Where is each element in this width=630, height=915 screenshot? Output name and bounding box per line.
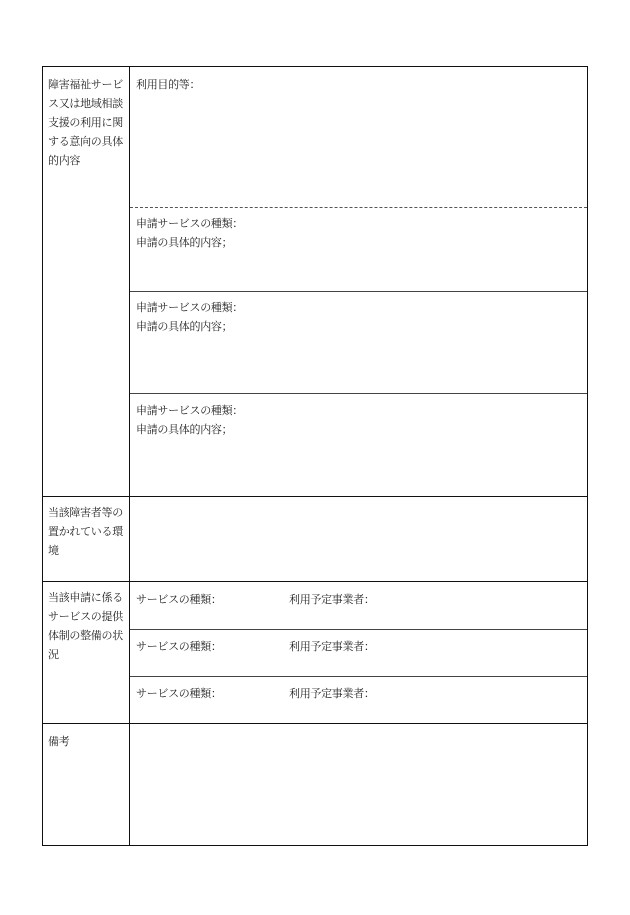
section-divider: [43, 496, 587, 497]
request-3-detail-field[interactable]: 申請の具体的内容；: [136, 423, 233, 436]
environment-field[interactable]: [131, 498, 587, 580]
provision-3-service-field[interactable]: サービスの種類：: [136, 687, 222, 700]
remarks-section-label: 備考: [48, 735, 70, 748]
remarks-field[interactable]: [131, 725, 587, 843]
request-1-detail-field[interactable]: 申請の具体的内容；: [136, 236, 233, 249]
purpose-field[interactable]: 利用目的等：: [136, 78, 201, 91]
provision-1-provider-field[interactable]: 利用予定事業者：: [289, 593, 375, 606]
provision-row-divider: [130, 676, 587, 677]
section-divider: [43, 581, 587, 582]
purpose-divider: [130, 207, 587, 208]
label-column: [43, 67, 130, 845]
request-2-service-type-field[interactable]: 申請サービスの種類：: [136, 301, 243, 314]
request-divider: [130, 291, 587, 292]
provision-1-service-field[interactable]: サービスの種類：: [136, 593, 222, 606]
provision-2-provider-field[interactable]: 利用予定事業者：: [289, 640, 375, 653]
application-form-table: [42, 66, 588, 846]
environment-section-label: 当該障害者等の置かれている環境: [48, 506, 123, 557]
provision-section-label: 当該申請に係るサービスの提供体制の整備の状況: [48, 591, 123, 661]
provision-3-provider-field[interactable]: 利用予定事業者：: [289, 687, 375, 700]
provision-row-divider: [130, 629, 587, 630]
request-1-service-type-field[interactable]: 申請サービスの種類：: [136, 217, 243, 230]
section-divider: [43, 723, 587, 724]
request-divider: [130, 393, 587, 394]
request-3-service-type-field[interactable]: 申請サービスの種類：: [136, 404, 243, 417]
intent-section-label: 障害福祉サービス又は地域相談支援の利用に関する意向の具体的内容: [48, 78, 123, 167]
request-2-detail-field[interactable]: 申請の具体的内容；: [136, 320, 233, 333]
provision-2-service-field[interactable]: サービスの種類：: [136, 640, 222, 653]
